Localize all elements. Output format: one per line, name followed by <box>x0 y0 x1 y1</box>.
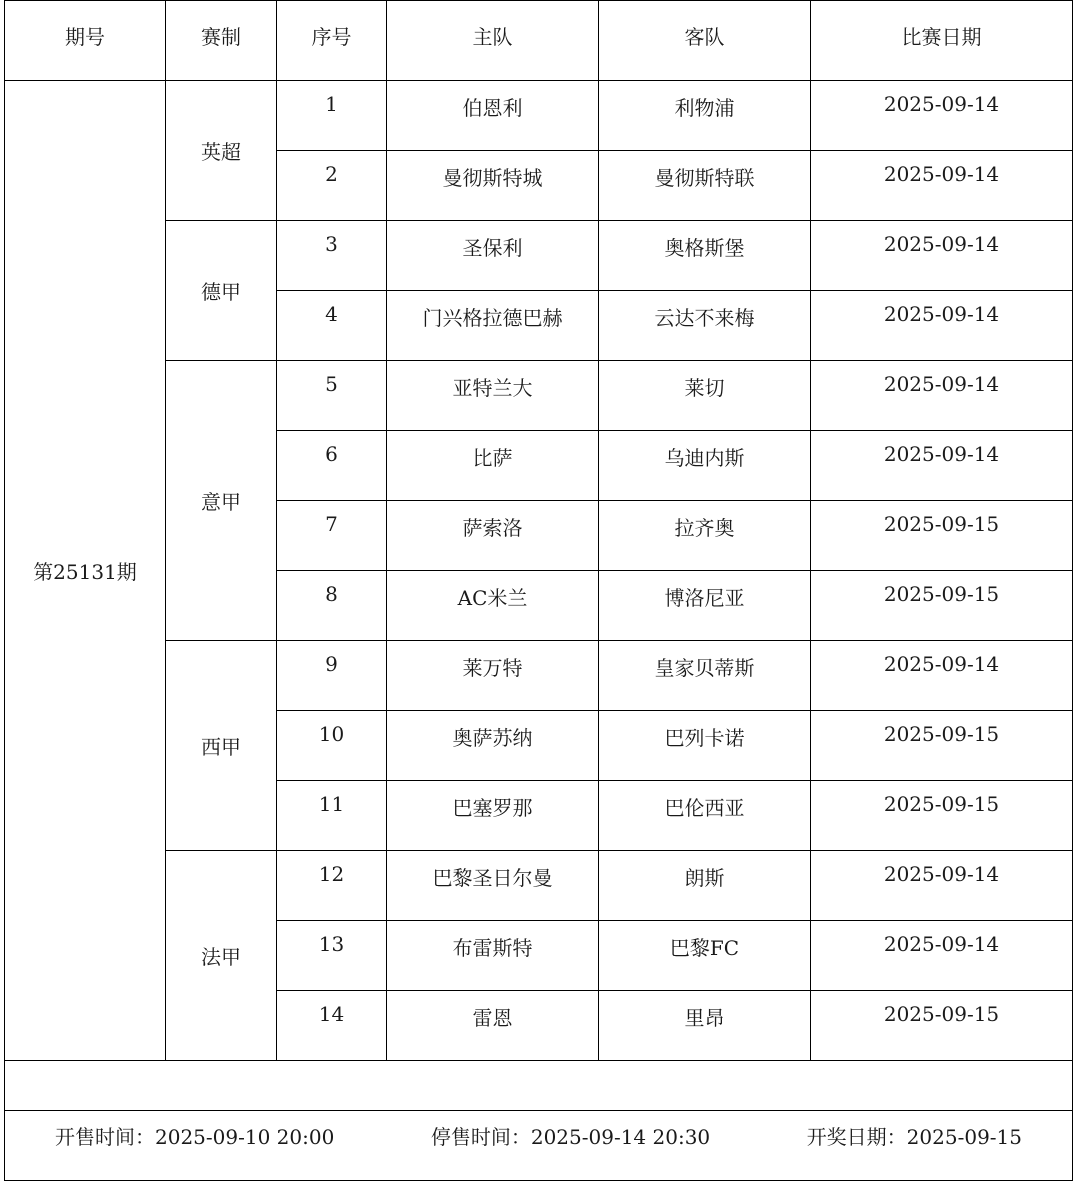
header-home: 主队 <box>387 1 599 81</box>
header-issue: 期号 <box>5 1 166 81</box>
seq-cell: 9 <box>277 641 387 711</box>
table-row <box>5 81 1073 151</box>
blank-cell <box>5 1061 1073 1111</box>
seq-cell: 13 <box>277 921 387 991</box>
match-date-cell: 2025-09-14 <box>811 291 1073 361</box>
header-seq: 序号 <box>277 1 387 81</box>
table-row <box>5 851 1073 921</box>
match-date-cell: 2025-09-15 <box>811 991 1073 1061</box>
table-row <box>5 641 1073 711</box>
match-date-cell: 2025-09-15 <box>811 711 1073 781</box>
league-cell-serie-a: 意甲 <box>166 361 277 641</box>
blank-row <box>5 1061 1073 1111</box>
away-team-cell: 云达不来梅 <box>599 291 811 361</box>
fixtures-table <box>4 0 1073 1181</box>
away-team-cell: 巴列卡诺 <box>599 711 811 781</box>
home-team-cell: 奥萨苏纳 <box>387 711 599 781</box>
match-date-cell: 2025-09-15 <box>811 781 1073 851</box>
match-date-cell: 2025-09-15 <box>811 501 1073 571</box>
home-team-cell: 莱万特 <box>387 641 599 711</box>
seq-cell: 8 <box>277 571 387 641</box>
seq-cell: 1 <box>277 81 387 151</box>
home-team-cell: 亚特兰大 <box>387 361 599 431</box>
home-team-cell: 伯恩利 <box>387 81 599 151</box>
home-team-cell: 巴黎圣日尔曼 <box>387 851 599 921</box>
seq-cell: 12 <box>277 851 387 921</box>
header-league: 赛制 <box>166 1 277 81</box>
seq-cell: 14 <box>277 991 387 1061</box>
away-team-cell: 曼彻斯特联 <box>599 151 811 221</box>
home-team-cell: 巴塞罗那 <box>387 781 599 851</box>
footer-cell <box>5 1111 1073 1181</box>
league-cell-epl: 英超 <box>166 81 277 221</box>
issue-cell: 第25131期 <box>5 81 166 1061</box>
away-team-cell: 巴黎FC <box>599 921 811 991</box>
home-team-cell: 萨索洛 <box>387 501 599 571</box>
seq-cell: 11 <box>277 781 387 851</box>
sale-start-time: 开售时间：2025-09-10 20:00 <box>55 1125 335 1149</box>
seq-cell: 3 <box>277 221 387 291</box>
header-row <box>5 1 1073 81</box>
seq-cell: 6 <box>277 431 387 501</box>
away-team-cell: 巴伦西亚 <box>599 781 811 851</box>
home-team-cell: 雷恩 <box>387 991 599 1061</box>
footer-row <box>5 1111 1073 1181</box>
away-team-cell: 乌迪内斯 <box>599 431 811 501</box>
match-date-cell: 2025-09-14 <box>811 641 1073 711</box>
home-team-cell: 比萨 <box>387 431 599 501</box>
seq-cell: 10 <box>277 711 387 781</box>
header-away: 客队 <box>599 1 811 81</box>
footer-info <box>5 1121 1072 1150</box>
match-date-cell: 2025-09-15 <box>811 571 1073 641</box>
match-date-cell: 2025-09-14 <box>811 851 1073 921</box>
match-date-cell: 2025-09-14 <box>811 221 1073 291</box>
away-team-cell: 莱切 <box>599 361 811 431</box>
match-date-cell: 2025-09-14 <box>811 81 1073 151</box>
fixture-sheet <box>4 0 1072 1181</box>
home-team-cell: 布雷斯特 <box>387 921 599 991</box>
table-row <box>5 221 1073 291</box>
away-team-cell: 拉齐奥 <box>599 501 811 571</box>
match-date-cell: 2025-09-14 <box>811 151 1073 221</box>
away-team-cell: 奥格斯堡 <box>599 221 811 291</box>
table-row <box>5 361 1073 431</box>
league-cell-ligue-1: 法甲 <box>166 851 277 1061</box>
home-team-cell: 门兴格拉德巴赫 <box>387 291 599 361</box>
seq-cell: 7 <box>277 501 387 571</box>
match-date-cell: 2025-09-14 <box>811 921 1073 991</box>
away-team-cell: 里昂 <box>599 991 811 1061</box>
away-team-cell: 皇家贝蒂斯 <box>599 641 811 711</box>
away-team-cell: 利物浦 <box>599 81 811 151</box>
match-date-cell: 2025-09-14 <box>811 361 1073 431</box>
seq-cell: 2 <box>277 151 387 221</box>
seq-cell: 4 <box>277 291 387 361</box>
match-date-cell: 2025-09-14 <box>811 431 1073 501</box>
seq-cell: 5 <box>277 361 387 431</box>
home-team-cell: 圣保利 <box>387 221 599 291</box>
league-cell-la-liga: 西甲 <box>166 641 277 851</box>
draw-date: 开奖日期：2025-09-15 <box>806 1125 1022 1149</box>
away-team-cell: 博洛尼亚 <box>599 571 811 641</box>
header-date: 比赛日期 <box>811 1 1073 81</box>
home-team-cell: AC米兰 <box>387 571 599 641</box>
away-team-cell: 朗斯 <box>599 851 811 921</box>
home-team-cell: 曼彻斯特城 <box>387 151 599 221</box>
league-cell-bundesliga: 德甲 <box>166 221 277 361</box>
sale-stop-time: 停售时间：2025-09-14 20:30 <box>430 1125 711 1149</box>
